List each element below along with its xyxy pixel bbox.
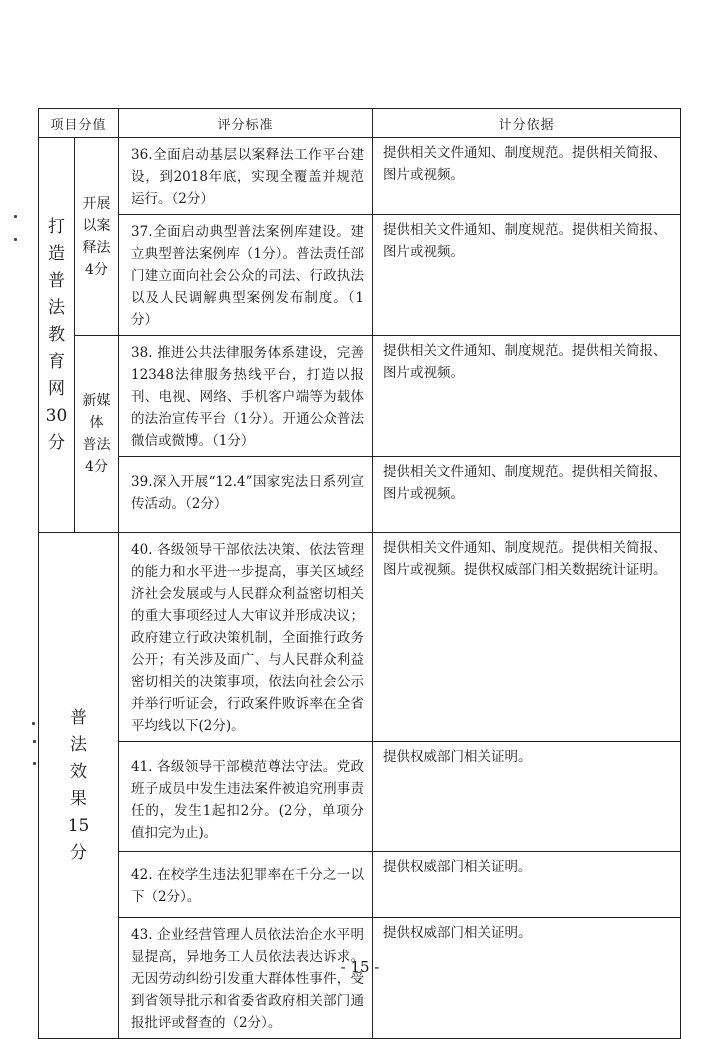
criterion-cell: 43. 企业经营管理人员依法治企水平明显提高，异地务工人员依法表达诉求。无因劳动纠纷引发重大群体性事件，受到省领导批示和省委省政府相关部门通报批评或督查的（2分）。	[119, 918, 373, 1039]
scoring-table	[38, 108, 681, 1039]
page-number: - 15 -	[340, 958, 380, 976]
table-row	[39, 918, 681, 1039]
subcategory-new-media: 新媒 体 普法 4分	[75, 336, 119, 533]
criterion-cell: 39.深入开展“12.4”国家宪法日系列宣传活动。（2分）	[119, 457, 373, 533]
category-legal-education-effect: 普 法 效 果 15 分	[39, 533, 119, 1039]
basis-cell: 提供权威部门相关证明。	[373, 918, 681, 1039]
table-header-row	[39, 109, 681, 138]
table-row	[39, 138, 681, 215]
scan-mark	[33, 740, 36, 743]
header-basis: 计分依据	[373, 109, 681, 138]
header-category: 项目分值	[39, 109, 119, 138]
basis-cell: 提供相关文件通知、制度规范。提供相关简报、图片或视频。	[373, 336, 681, 457]
table-row	[39, 742, 681, 852]
basis-cell: 提供相关文件通知、制度规范。提供相关简报、图片或视频。	[373, 215, 681, 336]
basis-cell: 提供相关文件通知、制度规范。提供相关简报、图片或视频。	[373, 457, 681, 533]
table-row	[39, 457, 681, 533]
table-row	[39, 533, 681, 742]
criterion-cell: 42. 在校学生违法犯罪率在千分之一以下（2分）。	[119, 852, 373, 918]
subcategory-case-interpretation: 开展 以案 释法 4分	[75, 138, 119, 336]
basis-cell: 提供权威部门相关证明。	[373, 852, 681, 918]
criterion-cell: 37.全面启动典型普法案例库建设。建立典型普法案例库（1分）。普法责任部门建立面向社会公众的司法、行政执法以及人民调解典型案例发布制度。（1分）	[119, 215, 373, 336]
scan-mark	[33, 762, 36, 765]
basis-cell: 提供相关文件通知、制度规范。提供相关简报、图片或视频。提供权威部门相关数据统计证明。	[373, 533, 681, 742]
table-row	[39, 336, 681, 457]
scan-mark	[14, 215, 17, 218]
category-legal-education-network: 打 造 普 法 教 育 网 30 分	[39, 138, 75, 533]
basis-cell: 提供相关文件通知、制度规范。提供相关简报、图片或视频。	[373, 138, 681, 215]
scan-mark	[14, 238, 17, 241]
basis-cell: 提供权威部门相关证明。	[373, 742, 681, 852]
table-row	[39, 852, 681, 918]
scan-mark	[32, 722, 35, 725]
criterion-cell: 40. 各级领导干部依法决策、依法管理的能力和水平进一步提高，事关区域经济社会发展或与人民群众利益密切相关的重大事项经过人大审议并形成决议；政府建立行政决策机制，全面推行政务公开；有关涉及面广、与人民群众利益密切相关的决策事项，依法向社会公示并举行听证会，行政案件败诉率在全省平均线以下(2分)。	[119, 533, 373, 742]
criterion-cell: 36.全面启动基层以案释法工作平台建设，到2018年底，实现全覆盖并规范运行。（2分）	[119, 138, 373, 215]
table-row	[39, 215, 681, 336]
criterion-cell: 38. 推进公共法律服务体系建设，完善12348法律服务热线平台，打造以报刊、电视、网络、手机客户端等为载体的法治宣传平台（1分）。开通公众普法微信或微博。（1分）	[119, 336, 373, 457]
header-criteria: 评分标准	[119, 109, 373, 138]
criterion-cell: 41. 各级领导干部模范尊法守法。党政班子成员中发生违法案件被追究刑事责任的，发生1起扣2分。(2分，单项分值扣完为止)。	[119, 742, 373, 852]
